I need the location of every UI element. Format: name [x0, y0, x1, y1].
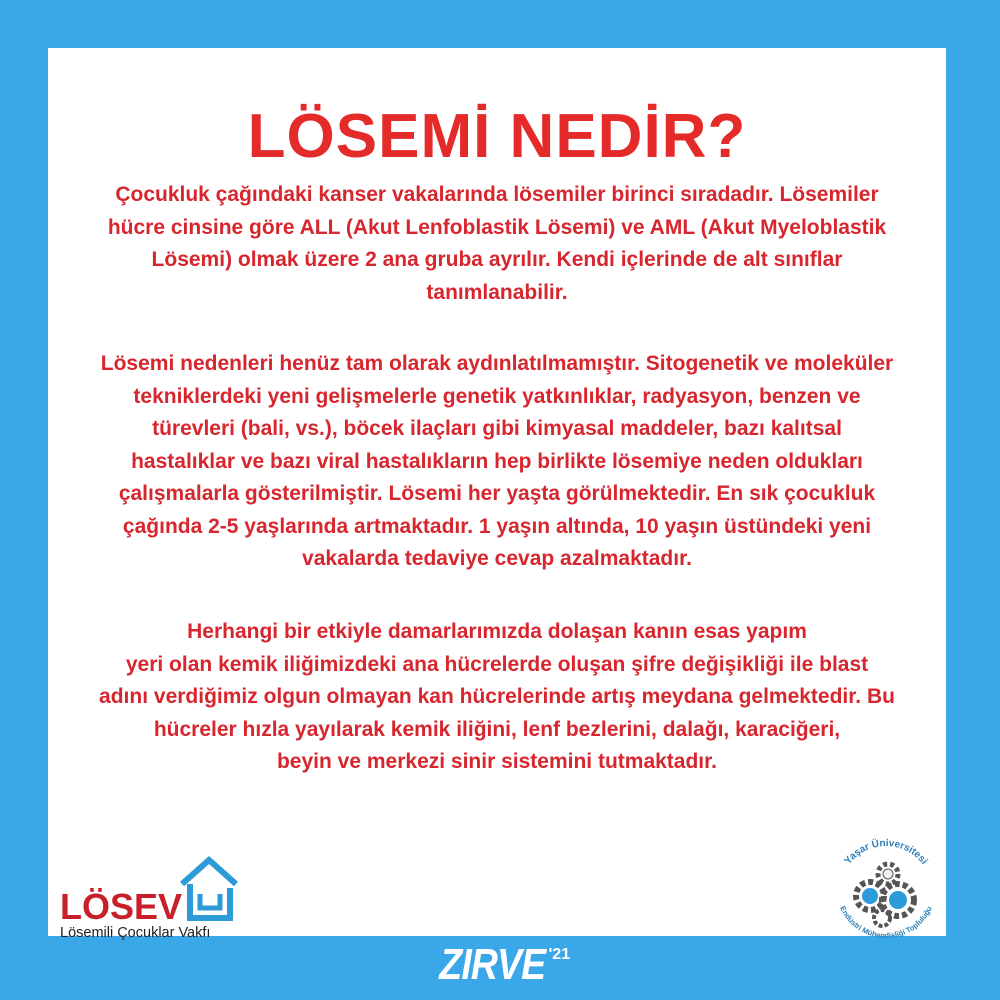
paragraph-line: hücre cinsine göre ALL (Akut Lenfoblastik Lösemi) ve AML (Akut Myeloblastik [107, 215, 887, 239]
paragraph-line: Lösemi nedenleri henüz tam olarak aydınlatılmamıştır. Sitogenetik ve moleküler [100, 352, 894, 375]
paragraph-line: Çocukluk çağındaki kanser vakalarında lösemiler birinci sıradadır. Lösemiler [115, 183, 879, 206]
content-card [48, 48, 946, 941]
paragraph-line: hücreler hızla yayılarak kemik iliğini, lenf bezlerini, dalağı, karaciğeri, [153, 717, 841, 741]
badge-bottom-text: Endüstri Mühendisliği Topluluğu [838, 904, 934, 941]
zirve-footer [0, 940, 1000, 989]
paragraph-line: türevleri (bali, vs.), böcek ilaçları gibi kimyasal maddeler, bazı kalıtsal [152, 417, 842, 440]
house-icon [178, 854, 240, 922]
losev-logo-word: LÖSEV [60, 886, 183, 927]
zirve-logo-year: '21 [548, 946, 571, 963]
paragraph-line: Lösemi) olmak üzere 2 ana gruba ayrılır. Kendi içlerinde de alt sınıflar [151, 248, 843, 271]
page-title: LÖSEMİ NEDİR? [247, 102, 747, 171]
paragraph-line: çalışmalarla gösterilmiştir. Lösemi her yaşta görülmektedir. En sık çocukluk [118, 482, 876, 505]
paragraph-2 [48, 348, 946, 576]
svg-text:Endüstri Mühendisliği Topluluğ [838, 904, 934, 940]
paragraph-line: yeri olan kemik iliğimizdeki ana hücrelerde oluşan şifre değişikliği ile blast [125, 652, 869, 676]
paragraph-line: beyin ve merkezi sinir sistemini tutmaktadır. [276, 750, 717, 773]
paragraph-line: tekniklerdeki yeni gelişmelerle genetik yatkınlıklar, radyasyon, benzen ve [133, 384, 861, 408]
paragraph-line: tanımlanabilir. [426, 280, 568, 304]
losev-logo-subtitle: Lösemili Çocuklar Vakfı [60, 925, 211, 941]
paragraph-3 [48, 616, 946, 779]
paragraph-line: adını verdiğimiz olgun olmayan kan hücrelerinde artış meydana gelmektedir. Bu [99, 685, 895, 708]
badge-top-text: Yaşar Üniversitesi [842, 837, 930, 867]
paragraph-1 [48, 179, 946, 309]
paragraph-line: Herhangi bir etkiyle damarlarımızda dolaşan kanın esas yapım [187, 620, 807, 643]
yasar-university-badge [826, 830, 946, 950]
gear-icon [856, 864, 914, 926]
paragraph-line: çağında 2-5 yaşlarında artmaktadır. 1 yaşın altında, 10 yaşın üstündeki yeni [122, 514, 872, 538]
paragraph-line: hastalıklar ve bazı viral hastalıkların hep birlikte lösemiye neden oldukları [131, 449, 863, 473]
zirve-logo-word: ZIRVE [439, 940, 546, 989]
losev-logo [60, 854, 290, 941]
paragraph-line: vakalarda tedaviye cevap azalmaktadır. [302, 547, 692, 570]
